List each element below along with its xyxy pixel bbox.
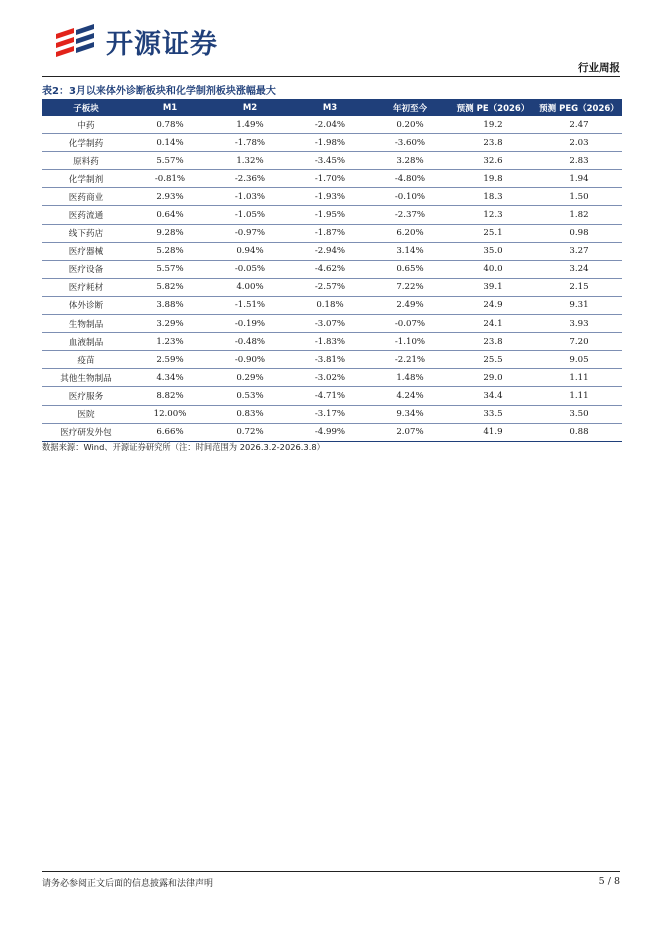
table-row xyxy=(42,206,622,224)
value-cell: 24.1 xyxy=(450,315,536,333)
value-cell: 4.34% xyxy=(130,369,210,387)
sector-name-cell: 中药 xyxy=(42,116,130,134)
value-cell: 1.50 xyxy=(536,188,622,206)
sector-performance-table xyxy=(42,99,622,442)
value-cell: 0.94% xyxy=(210,242,290,260)
column-header: M3 xyxy=(290,99,370,116)
value-cell: 5.82% xyxy=(130,278,210,296)
value-cell: -0.19% xyxy=(210,315,290,333)
value-cell: 0.83% xyxy=(210,405,290,423)
value-cell: 12.00% xyxy=(130,405,210,423)
table-row xyxy=(42,170,622,188)
value-cell: 23.8 xyxy=(450,134,536,152)
value-cell: -1.87% xyxy=(290,224,370,242)
value-cell: 25.1 xyxy=(450,224,536,242)
value-cell: 24.9 xyxy=(450,296,536,314)
value-cell: 33.5 xyxy=(450,405,536,423)
value-cell: 5.28% xyxy=(130,242,210,260)
table-row xyxy=(42,224,622,242)
logo-mark-icon xyxy=(52,24,98,60)
value-cell: 2.93% xyxy=(130,188,210,206)
page-number: 5 / 8 xyxy=(598,876,620,887)
value-cell: 0.72% xyxy=(210,423,290,441)
value-cell: -4.99% xyxy=(290,423,370,441)
value-cell: -3.81% xyxy=(290,351,370,369)
value-cell: 0.98 xyxy=(536,224,622,242)
value-cell: -4.62% xyxy=(290,260,370,278)
sector-name-cell: 化学制药 xyxy=(42,134,130,152)
column-header: 预测 PE（2026） xyxy=(450,99,536,116)
value-cell: 25.5 xyxy=(450,351,536,369)
sector-name-cell: 医药流通 xyxy=(42,206,130,224)
value-cell: 1.11 xyxy=(536,369,622,387)
section-tag: 行业周报 xyxy=(578,62,620,74)
column-header: 预测 PEG（2026） xyxy=(536,99,622,116)
value-cell: 4.00% xyxy=(210,278,290,296)
footer-disclaimer: 请务必参阅正文后面的信息披露和法律声明 xyxy=(42,879,214,889)
value-cell: 1.82 xyxy=(536,206,622,224)
footer-divider xyxy=(42,871,620,872)
value-cell: 0.20% xyxy=(370,116,450,134)
value-cell: 12.3 xyxy=(450,206,536,224)
table-row xyxy=(42,369,622,387)
value-cell: 1.48% xyxy=(370,369,450,387)
value-cell: -3.45% xyxy=(290,152,370,170)
value-cell: 0.18% xyxy=(290,296,370,314)
value-cell: -2.04% xyxy=(290,116,370,134)
column-header: 子板块 xyxy=(42,99,130,116)
value-cell: -1.98% xyxy=(290,134,370,152)
value-cell: 41.9 xyxy=(450,423,536,441)
value-cell: 0.64% xyxy=(130,206,210,224)
logo-text: 开源证券 xyxy=(106,29,218,60)
value-cell: 18.3 xyxy=(450,188,536,206)
value-cell: 19.2 xyxy=(450,116,536,134)
value-cell: 2.03 xyxy=(536,134,622,152)
table-title: 表2：3月以来体外诊断板块和化学制剂板块涨幅最大 xyxy=(42,86,276,97)
value-cell: 8.82% xyxy=(130,387,210,405)
value-cell: 2.59% xyxy=(130,351,210,369)
value-cell: -0.48% xyxy=(210,333,290,351)
sector-name-cell: 血液制品 xyxy=(42,333,130,351)
value-cell: 2.15 xyxy=(536,278,622,296)
value-cell: -1.83% xyxy=(290,333,370,351)
value-cell: -2.21% xyxy=(370,351,450,369)
value-cell: -4.80% xyxy=(370,170,450,188)
company-logo xyxy=(52,22,218,61)
value-cell: -3.60% xyxy=(370,134,450,152)
value-cell: 6.20% xyxy=(370,224,450,242)
value-cell: -3.07% xyxy=(290,315,370,333)
sector-name-cell: 医疗设备 xyxy=(42,260,130,278)
sector-name-cell: 疫苗 xyxy=(42,351,130,369)
value-cell: 19.8 xyxy=(450,170,536,188)
table-row xyxy=(42,333,622,351)
value-cell: 3.29% xyxy=(130,315,210,333)
value-cell: 3.88% xyxy=(130,296,210,314)
sector-name-cell: 化学制剂 xyxy=(42,170,130,188)
value-cell: 3.27 xyxy=(536,242,622,260)
value-cell: 9.05 xyxy=(536,351,622,369)
data-source-note: 数据来源：Wind、开源证券研究所（注：时间范围为 2026.3.2-2026.3.8） xyxy=(42,442,325,452)
value-cell: 34.4 xyxy=(450,387,536,405)
column-header: M2 xyxy=(210,99,290,116)
value-cell: -1.05% xyxy=(210,206,290,224)
value-cell: 0.29% xyxy=(210,369,290,387)
table-row xyxy=(42,405,622,423)
value-cell: 9.28% xyxy=(130,224,210,242)
sector-name-cell: 原料药 xyxy=(42,152,130,170)
sector-name-cell: 医疗耗材 xyxy=(42,278,130,296)
value-cell: -0.90% xyxy=(210,351,290,369)
table-header-row xyxy=(42,99,622,116)
header-divider xyxy=(42,76,620,77)
table-row xyxy=(42,351,622,369)
value-cell: 2.07% xyxy=(370,423,450,441)
value-cell: 9.31 xyxy=(536,296,622,314)
table-row xyxy=(42,152,622,170)
table-row xyxy=(42,188,622,206)
value-cell: -3.02% xyxy=(290,369,370,387)
column-header: M1 xyxy=(130,99,210,116)
value-cell: 2.47 xyxy=(536,116,622,134)
value-cell: 1.49% xyxy=(210,116,290,134)
value-cell: 0.65% xyxy=(370,260,450,278)
value-cell: 6.66% xyxy=(130,423,210,441)
value-cell: -0.05% xyxy=(210,260,290,278)
value-cell: -1.78% xyxy=(210,134,290,152)
table-row xyxy=(42,260,622,278)
value-cell: -0.81% xyxy=(130,170,210,188)
sector-name-cell: 线下药店 xyxy=(42,224,130,242)
value-cell: 1.94 xyxy=(536,170,622,188)
value-cell: 9.34% xyxy=(370,405,450,423)
value-cell: 3.50 xyxy=(536,405,622,423)
value-cell: 2.83 xyxy=(536,152,622,170)
sector-name-cell: 医疗服务 xyxy=(42,387,130,405)
sector-name-cell: 体外诊断 xyxy=(42,296,130,314)
sector-name-cell: 医疗研发外包 xyxy=(42,423,130,441)
value-cell: 3.93 xyxy=(536,315,622,333)
value-cell: -1.03% xyxy=(210,188,290,206)
value-cell: -0.97% xyxy=(210,224,290,242)
value-cell: 29.0 xyxy=(450,369,536,387)
value-cell: 7.20 xyxy=(536,333,622,351)
value-cell: 1.23% xyxy=(130,333,210,351)
sector-name-cell: 其他生物制品 xyxy=(42,369,130,387)
value-cell: -1.95% xyxy=(290,206,370,224)
value-cell: 0.14% xyxy=(130,134,210,152)
value-cell: -0.10% xyxy=(370,188,450,206)
value-cell: -0.07% xyxy=(370,315,450,333)
value-cell: 4.24% xyxy=(370,387,450,405)
value-cell: -1.70% xyxy=(290,170,370,188)
value-cell: -1.93% xyxy=(290,188,370,206)
value-cell: 23.8 xyxy=(450,333,536,351)
value-cell: 5.57% xyxy=(130,260,210,278)
value-cell: -2.37% xyxy=(370,206,450,224)
value-cell: 1.32% xyxy=(210,152,290,170)
table-row xyxy=(42,278,622,296)
value-cell: 40.0 xyxy=(450,260,536,278)
value-cell: 3.14% xyxy=(370,242,450,260)
value-cell: 32.6 xyxy=(450,152,536,170)
value-cell: -4.71% xyxy=(290,387,370,405)
value-cell: -1.51% xyxy=(210,296,290,314)
table-row xyxy=(42,296,622,314)
sector-name-cell: 医药商业 xyxy=(42,188,130,206)
value-cell: 35.0 xyxy=(450,242,536,260)
sector-name-cell: 生物制品 xyxy=(42,315,130,333)
sector-name-cell: 医院 xyxy=(42,405,130,423)
value-cell: -2.36% xyxy=(210,170,290,188)
value-cell: 1.11 xyxy=(536,387,622,405)
value-cell: 3.28% xyxy=(370,152,450,170)
value-cell: 0.78% xyxy=(130,116,210,134)
value-cell: 0.53% xyxy=(210,387,290,405)
column-header: 年初至今 xyxy=(370,99,450,116)
value-cell: 0.88 xyxy=(536,423,622,441)
value-cell: -3.17% xyxy=(290,405,370,423)
value-cell: 2.49% xyxy=(370,296,450,314)
sector-name-cell: 医疗器械 xyxy=(42,242,130,260)
value-cell: 5.57% xyxy=(130,152,210,170)
table-row xyxy=(42,134,622,152)
table-row xyxy=(42,315,622,333)
table-row xyxy=(42,242,622,260)
value-cell: -1.10% xyxy=(370,333,450,351)
value-cell: -2.94% xyxy=(290,242,370,260)
value-cell: -2.57% xyxy=(290,278,370,296)
table-row xyxy=(42,387,622,405)
table-row xyxy=(42,116,622,134)
value-cell: 39.1 xyxy=(450,278,536,296)
value-cell: 7.22% xyxy=(370,278,450,296)
table-row xyxy=(42,423,622,441)
value-cell: 3.24 xyxy=(536,260,622,278)
